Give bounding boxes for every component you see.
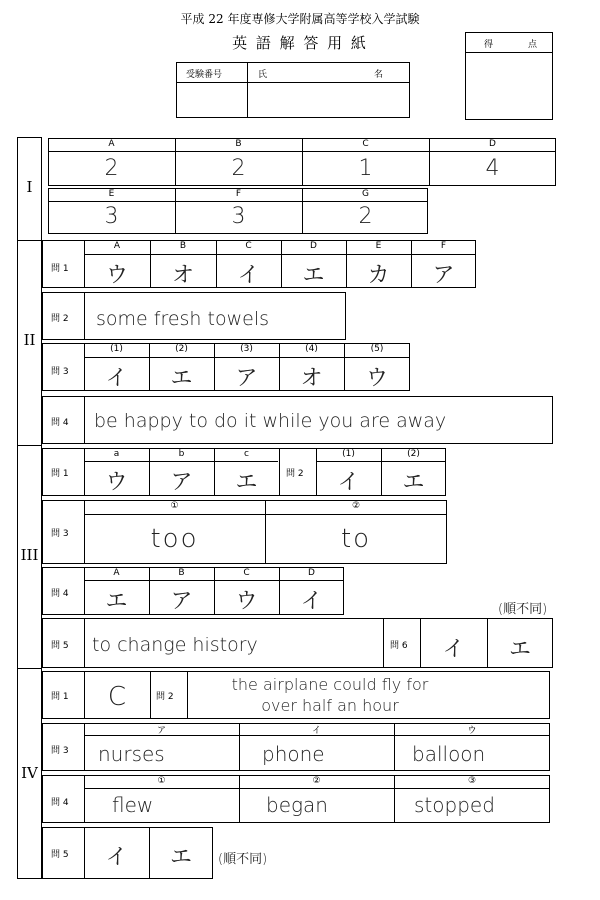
- s4-q1-answer[interactable]: C: [107, 682, 127, 712]
- sheet-title: 英 語 解 答 用 紙: [232, 34, 368, 52]
- s4-q3-label: 問 3: [51, 746, 69, 756]
- s2-q1-answer-a[interactable]: ウ: [105, 263, 128, 288]
- s1-label-e: E: [108, 189, 115, 199]
- s2-q1-answer-d[interactable]: エ: [302, 263, 325, 288]
- s4-q2-label: 問 2: [156, 692, 174, 702]
- s3-q4-letter-c: C: [243, 568, 250, 578]
- s3-q1-label: 問 1: [51, 469, 69, 479]
- s3-q1-answer-b[interactable]: ア: [170, 470, 193, 495]
- s3-q3-answer-1[interactable]: too: [150, 524, 199, 554]
- score-field[interactable]: [466, 53, 552, 119]
- s2-q1-letter-b: B: [179, 241, 187, 251]
- s2-q3-number-3: (3): [240, 344, 253, 354]
- s3-q1-letter-c: c: [244, 449, 249, 459]
- s4-q3-answer-u[interactable]: balloon: [412, 742, 486, 766]
- s3-q2-answer-1[interactable]: イ: [337, 470, 360, 495]
- s4-q4-label: 問 4: [51, 798, 69, 808]
- s3-q4-letter-a: A: [113, 568, 120, 578]
- s3-q3-number-2: ②: [351, 501, 361, 511]
- s2-q3-number-4: (4): [305, 344, 318, 354]
- s4-q3-answer-i[interactable]: phone: [262, 742, 325, 766]
- s2-q1-answer-c[interactable]: イ: [237, 263, 260, 288]
- s3-q1-letter-a: a: [113, 449, 120, 459]
- s3-q6-answer-1[interactable]: イ: [442, 637, 465, 662]
- s4-q4-answer-3[interactable]: stopped: [414, 793, 495, 817]
- candidate-number-label: 受験番号: [186, 70, 223, 80]
- s1-answer-c[interactable]: 1: [358, 156, 373, 181]
- s3-q2-label: 問 2: [286, 469, 304, 479]
- s2-q1-answer-f[interactable]: ア: [432, 263, 455, 288]
- s2-q1-letter-f: F: [440, 241, 447, 251]
- s4-q4-number-3: ③: [467, 776, 477, 786]
- s4-q4-answer-2[interactable]: began: [266, 793, 328, 817]
- s3-q1-letter-b: b: [178, 449, 185, 459]
- s1-label-b: B: [235, 139, 242, 149]
- s1-answer-e[interactable]: 3: [104, 204, 119, 229]
- section-numeral-1: I: [26, 178, 33, 196]
- candidate-number-field[interactable]: [177, 83, 246, 117]
- s3-q3-number-1: ①: [170, 501, 179, 511]
- s3-q2-number-2: (2): [407, 449, 420, 459]
- section-numeral-3: III: [20, 546, 39, 564]
- s3-q4-answer-c[interactable]: ウ: [235, 589, 258, 614]
- s3-q4-answer-a[interactable]: エ: [105, 589, 128, 614]
- s4-q5-label: 問 5: [51, 850, 69, 860]
- s2-q3-answer-5[interactable]: ウ: [365, 366, 388, 391]
- s2-q4-answer[interactable]: be happy to do it while you are away: [94, 410, 447, 432]
- s1-answer-g[interactable]: 2: [358, 204, 373, 229]
- s4-q2-answer-line-1[interactable]: the airplane could fly for: [231, 675, 429, 694]
- s2-q1-answer-b[interactable]: オ: [171, 263, 194, 288]
- s3-q4-letter-d: D: [308, 568, 315, 578]
- s1-label-d: D: [489, 139, 496, 149]
- exam-title: 平成 22 年度専修大学附属高等学校入学試験: [180, 12, 420, 26]
- s3-q4-label: 問 4: [51, 589, 69, 599]
- s3-q1-answer-a[interactable]: ウ: [105, 470, 128, 495]
- s3-q6-answer-2[interactable]: エ: [508, 637, 531, 662]
- s1-answer-a[interactable]: 2: [104, 156, 119, 181]
- s4-q4-number-1: ①: [157, 776, 166, 786]
- s2-q1-letter-a: A: [113, 241, 121, 251]
- s2-q3-label: 問 3: [51, 367, 69, 377]
- s2-q3-answer-1[interactable]: イ: [105, 366, 128, 391]
- s1-label-g: G: [362, 189, 369, 199]
- s1-answer-b[interactable]: 2: [231, 156, 246, 181]
- s4-q4-number-2: ②: [312, 776, 321, 786]
- s3-q4-letter-b: B: [178, 568, 185, 578]
- s3-q5-answer[interactable]: to change history: [92, 634, 258, 656]
- s3-q3-label: 問 3: [51, 529, 69, 539]
- s3-q3-answer-2[interactable]: to: [340, 524, 372, 554]
- s3-q6-label: 問 6: [390, 641, 408, 651]
- s4-q4-answer-1[interactable]: flew: [112, 793, 154, 817]
- s2-q4-label: 問 4: [51, 418, 69, 428]
- s4-q5-answer-2[interactable]: エ: [169, 845, 192, 870]
- s3-q5-label: 問 5: [51, 641, 69, 651]
- s2-q1-answer-e[interactable]: カ: [367, 263, 390, 288]
- s4-q1-label: 問 1: [51, 692, 69, 702]
- s3-q1-answer-c[interactable]: エ: [235, 470, 258, 495]
- s3-order-note: (順不同): [498, 602, 548, 617]
- s2-q1-label: 問 1: [51, 264, 69, 274]
- s2-q1-letter-d: D: [310, 241, 317, 251]
- section-numeral-2: II: [23, 331, 36, 349]
- s2-q1-letter-c: C: [245, 241, 252, 251]
- s4-q3-letter-u: ウ: [467, 726, 477, 736]
- section-numeral-4: IV: [21, 764, 38, 782]
- s4-q3-letter-i: イ: [311, 726, 321, 736]
- s3-q4-answer-d[interactable]: イ: [300, 589, 323, 614]
- s2-q3-answer-4[interactable]: オ: [300, 366, 323, 391]
- s1-label-f: F: [235, 189, 242, 199]
- s1-label-c: C: [362, 139, 369, 149]
- name-field[interactable]: [248, 83, 409, 117]
- s1-label-a: A: [108, 139, 115, 149]
- name-label-1: 氏: [258, 70, 268, 80]
- s1-answer-f[interactable]: 3: [231, 204, 246, 229]
- s4-q2-answer-line-2[interactable]: over half an hour: [261, 696, 399, 715]
- s4-q3-answer-a[interactable]: nurses: [98, 742, 165, 766]
- s4-q5-answer-1[interactable]: イ: [105, 845, 128, 870]
- s3-q2-answer-2[interactable]: エ: [402, 470, 425, 495]
- s3-q2-number-1: (1): [342, 449, 355, 459]
- score-label-2: 点: [528, 40, 538, 50]
- s4-order-note: (順不同): [218, 852, 268, 867]
- s2-q2-label: 問 2: [51, 314, 69, 324]
- s2-q3-answer-3[interactable]: ア: [235, 366, 258, 391]
- s2-q3-number-2: (2): [175, 344, 188, 354]
- s2-q3-number-1: (1): [110, 344, 123, 354]
- s2-q1-letter-e: E: [375, 241, 382, 251]
- s2-q2-answer[interactable]: some fresh towels: [96, 308, 269, 330]
- name-label-2: 名: [374, 70, 384, 80]
- s1-answer-d[interactable]: 4: [485, 156, 500, 181]
- s2-q3-number-5: (5): [370, 344, 384, 354]
- s3-q4-answer-b[interactable]: ア: [170, 589, 193, 614]
- s4-q3-letter-a: ア: [156, 726, 166, 736]
- s2-q3-answer-2[interactable]: エ: [170, 366, 193, 391]
- score-label-1: 得: [484, 40, 494, 50]
